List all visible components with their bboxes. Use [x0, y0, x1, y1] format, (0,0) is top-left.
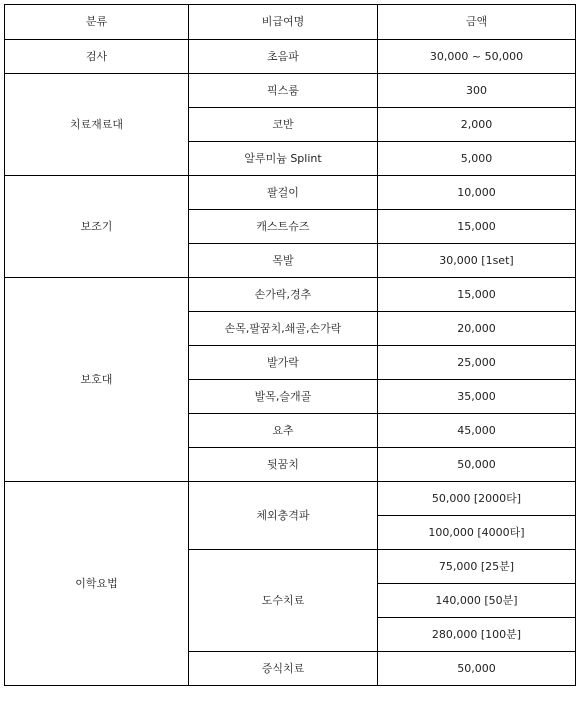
price-cell: 5,000 [378, 142, 576, 176]
price-cell: 140,000 [50분] [378, 584, 576, 618]
price-cell: 20,000 [378, 312, 576, 346]
item-cell: 목발 [189, 244, 378, 278]
item-cell: 알루미늄 Splint [189, 142, 378, 176]
price-cell: 75,000 [25분] [378, 550, 576, 584]
table-row [5, 40, 576, 74]
table-row [5, 74, 576, 108]
price-cell: 10,000 [378, 176, 576, 210]
table-row [5, 278, 576, 312]
price-cell: 25,000 [378, 346, 576, 380]
fee-table [4, 4, 576, 686]
item-cell: 코반 [189, 108, 378, 142]
price-cell: 35,000 [378, 380, 576, 414]
price-cell: 50,000 [2000타] [378, 482, 576, 516]
item-cell: 손가락,경추 [189, 278, 378, 312]
category-cell: 검사 [5, 40, 189, 74]
price-cell: 30,000 ~ 50,000 [378, 40, 576, 74]
price-cell: 2,000 [378, 108, 576, 142]
item-cell: 픽스룸 [189, 74, 378, 108]
table-row [5, 482, 576, 516]
price-cell: 15,000 [378, 210, 576, 244]
item-cell: 뒷꿈치 [189, 448, 378, 482]
item-cell: 손목,팔꿈치,쇄골,손가락 [189, 312, 378, 346]
price-cell: 50,000 [378, 448, 576, 482]
header-price: 금액 [378, 5, 576, 40]
item-cell: 발목,슬개골 [189, 380, 378, 414]
item-cell: 캐스트슈즈 [189, 210, 378, 244]
category-cell: 치료재료대 [5, 74, 189, 176]
header-category: 분류 [5, 5, 189, 40]
price-cell: 45,000 [378, 414, 576, 448]
price-cell: 100,000 [4000타] [378, 516, 576, 550]
item-cell: 도수치료 [189, 550, 378, 652]
price-cell: 15,000 [378, 278, 576, 312]
item-cell: 증식치료 [189, 652, 378, 686]
price-cell: 280,000 [100분] [378, 618, 576, 652]
item-cell: 초음파 [189, 40, 378, 74]
price-cell: 50,000 [378, 652, 576, 686]
header-row [5, 5, 576, 40]
price-cell: 30,000 [1set] [378, 244, 576, 278]
category-cell: 보조기 [5, 176, 189, 278]
header-item-name: 비급여명 [189, 5, 378, 40]
item-cell: 체외충격파 [189, 482, 378, 550]
category-cell: 보호대 [5, 278, 189, 482]
item-cell: 발가락 [189, 346, 378, 380]
item-cell: 팔걸이 [189, 176, 378, 210]
price-cell: 300 [378, 74, 576, 108]
category-cell: 이학요법 [5, 482, 189, 686]
table-row [5, 176, 576, 210]
item-cell: 요추 [189, 414, 378, 448]
